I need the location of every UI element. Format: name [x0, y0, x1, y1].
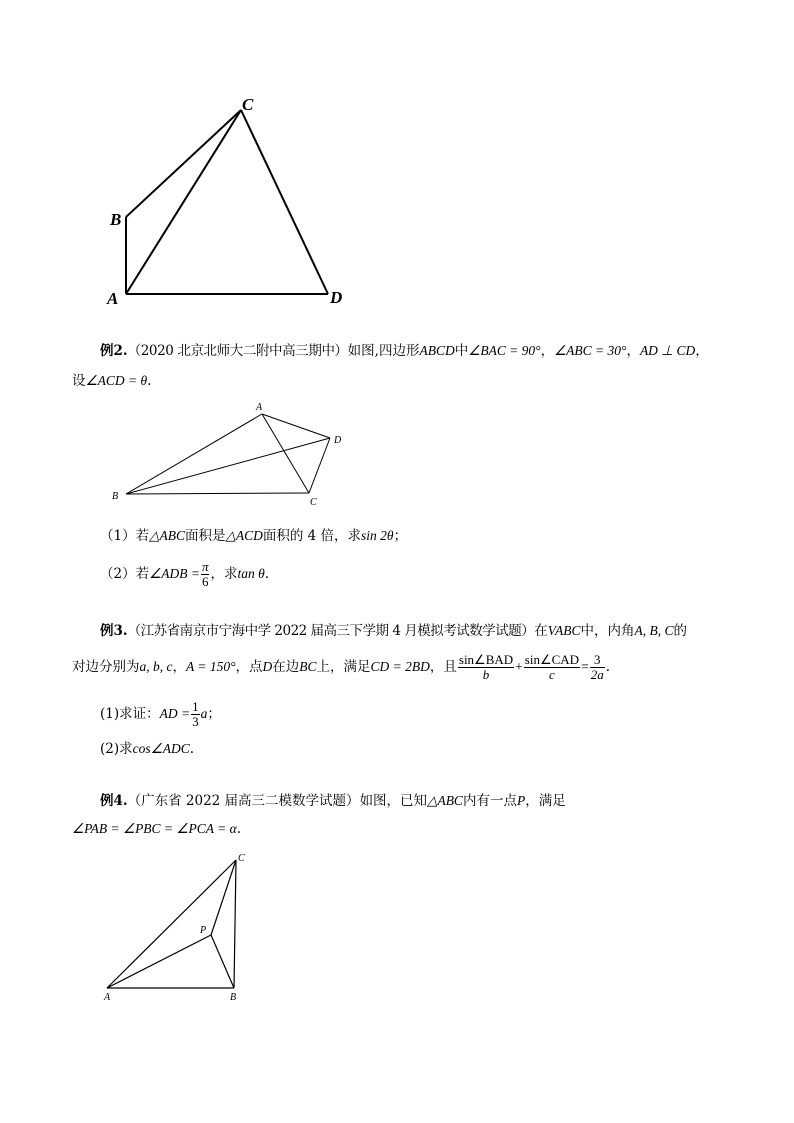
ex2-line2: 设∠ACD = θ. [72, 373, 152, 389]
fraction-sin-bad-over-b: $\frac{\text{sin∠BAD}}{b}$ [458, 652, 514, 682]
label-p: P [200, 925, 207, 936]
label-d: D [334, 435, 342, 446]
segment-bc [234, 860, 236, 988]
fraction-1-over-3: $\frac{1}{3}$ [192, 699, 199, 729]
segment-pb [211, 935, 234, 988]
ex3-line2: 对边分别为a, b, c，A = 150°，点D在边BC上，满足CD = 2BD，且 $\frac{\text{sin∠BAD}}{b}$ + $\frac{\text{sin∠CAD}}{c}$ = $\frac{3}{2a}$ . [72, 652, 610, 682]
label-a: A [107, 289, 119, 308]
ex3-source: （江苏省南京市宁海中学 2022 届高三下学期 4 月模拟考试数学试题） [127, 623, 535, 639]
ex2-source: （2020 北京北师大二附中高三期中） [127, 343, 348, 359]
fraction-3-over-2a: $\frac{3}{2a}$ [590, 652, 604, 682]
segment-ac [107, 860, 236, 988]
label-c: C [310, 497, 317, 508]
ex2-tag: 例2 [100, 343, 123, 359]
ex3-question-1: (1)求证：AD = $\frac{1}{3}$ a； [100, 699, 221, 729]
ex2-line1: 例2.（2020 北京北师大二附中高三期中）如图,四边形ABCD中∠BAC = 90°，∠ABC = 30°，AD ⊥ CD， [100, 343, 709, 359]
segment-ad [262, 414, 330, 438]
ex4-line2: ∠PAB = ∠PBC = ∠PCA = α. [72, 821, 242, 837]
label-a: A [256, 402, 263, 413]
label-d: D [330, 288, 343, 307]
figure-ex4 [98, 848, 258, 1008]
segment-pa [107, 935, 211, 988]
label-c: C [238, 853, 245, 864]
figure-ex2 [100, 396, 360, 508]
figure-quadrilateral-abcd [100, 90, 360, 315]
ex4-tag: 例4 [100, 793, 123, 809]
segment-ab [126, 414, 262, 494]
segment-pc [211, 860, 236, 935]
fraction-pi-over-6: $\frac{\pi}{6}$ [201, 559, 209, 589]
ex4-line1: 例4.（广东省 2022 届高三二模数学试题）如图，已知△ABC内有一点P，满足 [100, 793, 566, 809]
label-b: B [230, 992, 237, 1003]
label-b: B [110, 210, 122, 229]
label-a: A [104, 992, 111, 1003]
label-b: B [112, 491, 119, 502]
segment-cd [309, 438, 330, 493]
segment-bc [126, 493, 309, 494]
ex3-line1: 例3.（江苏省南京市宁海中学 2022 届高三下学期 4 月模拟考试数学试题）在VABC中，内角A, B, C的 [100, 623, 687, 639]
segment-bd [126, 438, 330, 494]
fraction-sin-cad-over-c: $\frac{\text{sin∠CAD}}{c}$ [524, 652, 580, 682]
segment-cd [241, 110, 328, 294]
ex2-question-1: （1）若△ABC面积是△ACD面积的 4 倍，求sin 2θ； [100, 528, 408, 544]
ex4-source: （广东省 2022 届高三二模数学试题） [127, 793, 360, 809]
label-c: C [242, 95, 254, 114]
ex3-tag: 例3 [100, 623, 123, 639]
ex2-question-2: （2）若∠ADB = $\frac{\pi}{6}$ ，求tan θ. [100, 559, 270, 589]
segment-ac [262, 414, 309, 493]
ex3-question-2: (2)求cos∠ADC. [100, 741, 195, 757]
